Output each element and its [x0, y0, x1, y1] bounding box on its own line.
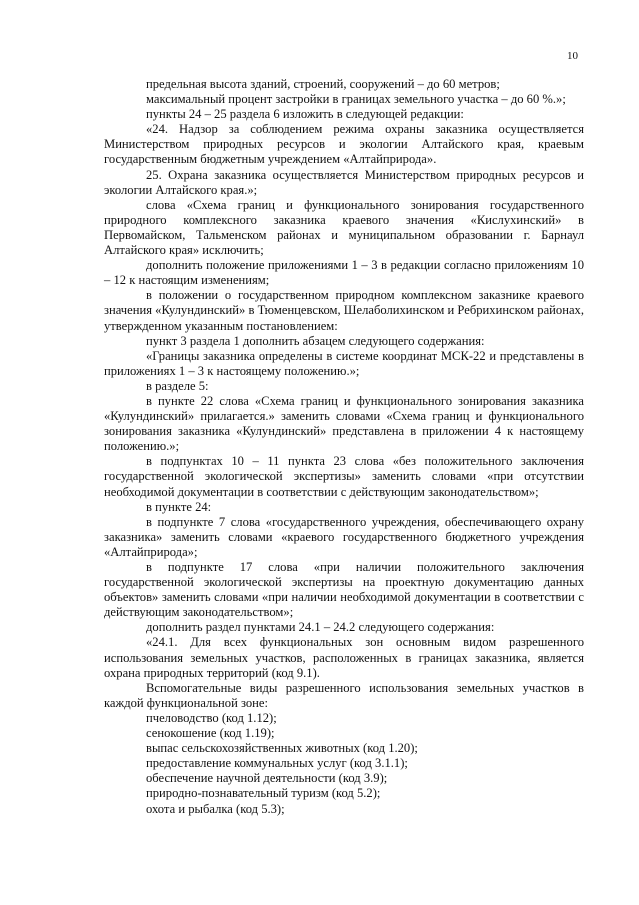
page-number: 10: [567, 50, 578, 62]
paragraph: пункты 24 – 25 раздела 6 изложить в следующей редакции:: [146, 107, 464, 122]
paragraph: Вспомогательные виды разрешенного использования земельных участков в каждой функциональной зоне:: [104, 680, 584, 710]
paragraph: в подпункте 7 слова «государственного учреждения, обеспечивающего охрану заказника» заменить словами «краевого государственного бюджетного учреждения «Алтайприрода»;: [104, 514, 584, 559]
paragraph: 25. Охрана заказника осуществляется Министерством природных ресурсов и экологии Алтайского края.»;: [104, 167, 584, 197]
paragraph: в подпункте 17 слова «при наличии положительного заключения государственной экологической экспертизы на проектную документацию данных объектов» заменить словами «при наличии необходимой документации в соответствии с действующим законодательством»;: [104, 560, 584, 620]
list-item: охота и рыбалка (код 5.3);: [146, 801, 285, 816]
list-item: природно-познавательный туризм (код 5.2);: [146, 786, 381, 801]
paragraph: слова «Схема границ и функционального зонирования государственного природного комплексного заказника краевого значения «Кислухинский» в Первомайском, Тальменском районах и муниципальном образовании г. Барнаул Алтайского края» исключить;: [104, 197, 584, 258]
paragraph: дополнить положение приложениями 1 – 3 в редакции согласно приложениям 10 – 12 к настоящим изменениям;: [104, 258, 584, 288]
paragraph: в пункте 22 слова «Схема границ и функционального зонирования заказника «Кулундинский» прилагается.» заменить словами «Схема границ и функционального зонирования заказника «Кулундинский» представлена в приложении 4 к настоящему положению.»;: [104, 393, 584, 454]
paragraph: «24.1. Для всех функциональных зон основным видом разрешенного использования земельных участков, расположенных в границах заказника, является охрана природных территорий (код 9.1).: [104, 635, 584, 680]
paragraph: «Границы заказника определены в системе координат МСК-22 и представлены в приложениях 1 – 3 к настоящему положению.»;: [104, 348, 584, 378]
paragraph: в разделе 5:: [146, 378, 209, 393]
paragraph: в положении о государственном природном комплексном заказнике краевого значения «Кулундинский» в Тюменцевском, Шелаболихинском и Ребрихинском районах, утвержденном указанным постановлением:: [104, 288, 584, 333]
paragraph: пункт 3 раздела 1 дополнить абзацем следующего содержания:: [146, 333, 485, 348]
paragraph: в пункте 24:: [146, 499, 212, 514]
document-body: [104, 77, 584, 817]
list-item: выпас сельскохозяйственных животных (код 1.20);: [146, 741, 418, 756]
paragraph: дополнить раздел пунктами 24.1 – 24.2 следующего содержания:: [146, 620, 495, 635]
list-item: предоставление коммунальных услуг (код 3.1.1);: [146, 756, 408, 771]
paragraph: предельная высота зданий, строений, сооружений – до 60 метров;: [146, 77, 500, 91]
paragraph: в подпунктах 10 – 11 пункта 23 слова «без положительного заключения государственной экологической экспертизы» заменить словами «при отсутствии необходимой документации в соответствии с действующим законодательством»;: [104, 454, 584, 499]
list-item: обеспечение научной деятельности (код 3.9);: [146, 771, 388, 786]
paragraph: «24. Надзор за соблюдением режима охраны заказника осуществляется Министерством природных ресурсов и экологии Алтайского края, краевым государственным бюджетным учреждением «Алтайприрода».: [104, 122, 584, 167]
list-item: сенокошение (код 1.19);: [146, 726, 275, 741]
paragraph: максимальный процент застройки в границах земельного участка – до 60 %.»;: [146, 92, 566, 107]
list-item: пчеловодство (код 1.12);: [146, 710, 277, 725]
